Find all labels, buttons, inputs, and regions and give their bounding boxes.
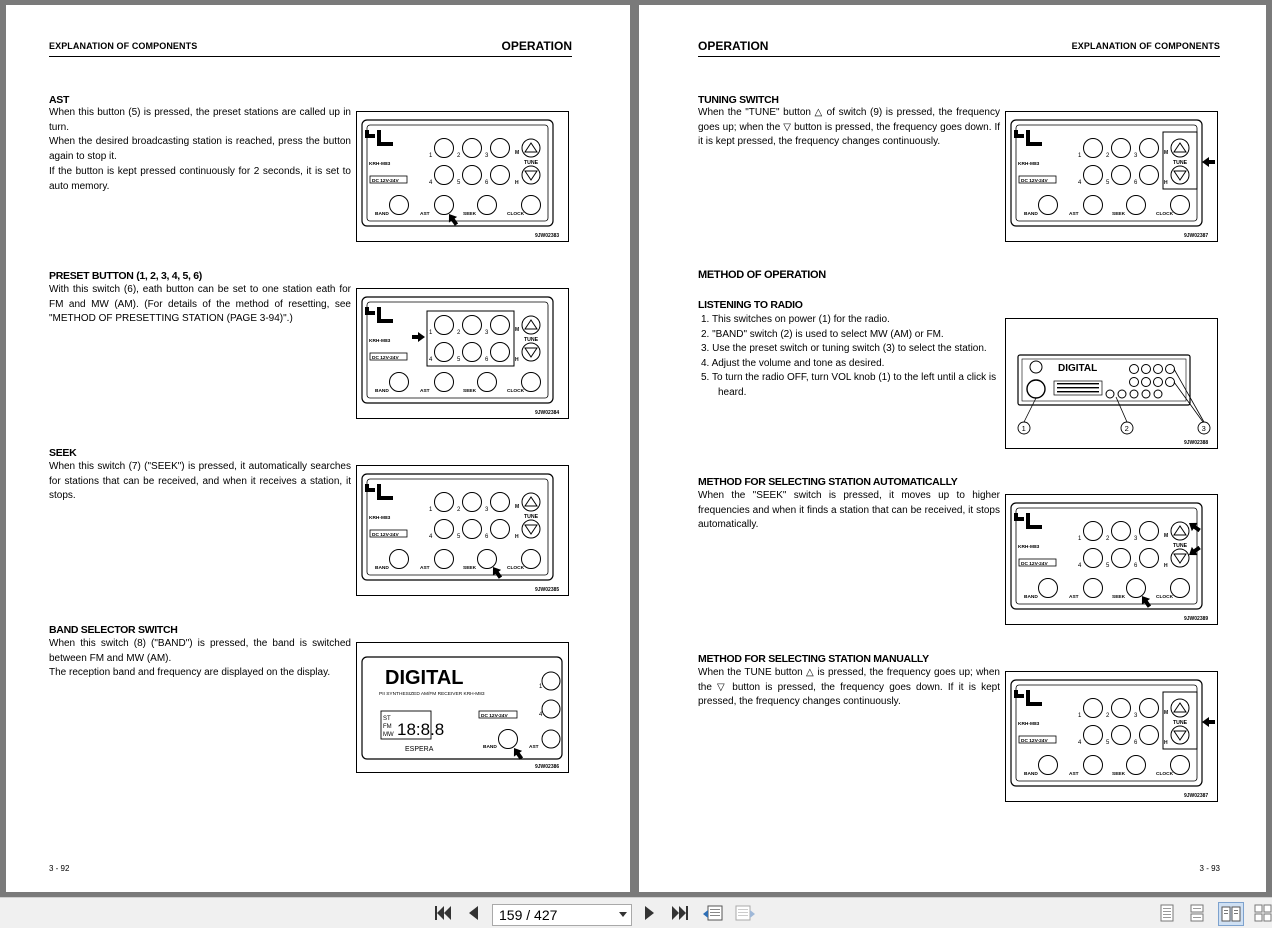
- section-title-ast: AST: [49, 94, 70, 106]
- h-label: H: [1164, 740, 1168, 746]
- running-header-right: EXPLANATION OF COMPONENTS: [1071, 41, 1220, 51]
- front-button: [1130, 390, 1138, 398]
- preset-button-5: [463, 166, 482, 185]
- preset-button-5: [1112, 549, 1131, 568]
- section-body-ast: When this button (5) is pressed, the preset stations are called up in turn. When the desired broadcasting station is reached, press the button again to stop it. If the button is kept pressed continuously for 2 seconds, it is set to auto memory.: [49, 107, 351, 192]
- section-title-preset: PRESET BUTTON (1, 2, 3, 4, 5, 6): [49, 270, 203, 282]
- preset-label-5: 5: [457, 534, 461, 540]
- first-page-icon: [434, 905, 452, 921]
- preset-label-1: 1: [1078, 713, 1082, 719]
- seek-label: SEEK: [1112, 212, 1126, 217]
- brand-logo: DIGITAL: [1058, 363, 1098, 374]
- pdf-page-left: [6, 5, 630, 892]
- preset-button-2: [463, 316, 482, 335]
- m-label: M: [1164, 533, 1169, 539]
- preset-button-5: [463, 343, 482, 362]
- preset-button-1: [435, 139, 454, 158]
- figure-tuning: [1005, 111, 1218, 242]
- preset-button-2: [463, 139, 482, 158]
- preset-button-5: [1112, 726, 1131, 745]
- preset-button-4: [1084, 726, 1103, 745]
- figure-preset: [356, 288, 569, 419]
- facing-continuous-view-button[interactable]: [1254, 904, 1272, 922]
- front-button: [1142, 378, 1151, 387]
- next-page-icon: [644, 905, 656, 921]
- tune-down-button: [522, 343, 540, 361]
- figure-code: 9JW02385: [535, 587, 560, 593]
- ast-label: AST: [529, 745, 539, 750]
- preset-label-1: 1: [429, 507, 433, 513]
- preset-label-3: 3: [485, 330, 489, 336]
- preset-button-4: [1084, 166, 1103, 185]
- radio-logo-icon: [365, 484, 393, 500]
- tune-label: TUNE: [524, 160, 539, 166]
- preset-button-2: [463, 493, 482, 512]
- volume-knob: [1027, 380, 1045, 398]
- band-button: [1039, 756, 1058, 775]
- tune-label: TUNE: [1173, 543, 1188, 549]
- clock-button: [1171, 756, 1190, 775]
- ast-button: [1084, 756, 1103, 775]
- ast-label: AST: [420, 566, 430, 571]
- voltage-label: DC 12V-24V: [1021, 739, 1048, 744]
- preset-button-5: [463, 520, 482, 539]
- figure-code: 9JW02386: [535, 764, 560, 770]
- preset-button-6: [491, 166, 510, 185]
- band-label: BAND: [375, 212, 389, 217]
- preset-label-1: 1: [429, 153, 433, 159]
- brand-logo: DIGITAL: [385, 667, 464, 689]
- seek-label: SEEK: [1112, 772, 1126, 777]
- seek-button: [1127, 579, 1146, 598]
- preset-label-3: 3: [1134, 536, 1138, 542]
- tune-label: TUNE: [1173, 160, 1188, 166]
- callout-number-2: 2: [1124, 424, 1129, 433]
- section-title-band: BAND SELECTOR SWITCH: [49, 624, 178, 636]
- ast-button: [1084, 196, 1103, 215]
- running-header-left: EXPLANATION OF COMPONENTS: [49, 41, 198, 51]
- clock-label: CLOCK: [1156, 772, 1174, 777]
- figure-seek: [356, 465, 569, 596]
- preset-button-4: [435, 166, 454, 185]
- preset-label-4: 4: [429, 180, 433, 186]
- front-button: [1118, 390, 1126, 398]
- preset-label-4: 4: [1078, 180, 1082, 186]
- preset-label-4: 4: [429, 534, 433, 540]
- figure-listening: [1005, 318, 1218, 449]
- clock-label: CLOCK: [507, 566, 525, 571]
- figure-manual: [1005, 671, 1218, 802]
- ast-label: AST: [420, 389, 430, 394]
- preset-label-4: 4: [1078, 740, 1082, 746]
- tune-down-button: [522, 520, 540, 538]
- section-body-preset: With this switch (6), eath button can be set to one station eath for FM and MW (AM). (For details of the method of resetting, see "METHOD OF PRESETTING STATION (PAGE 3-94)".): [49, 284, 351, 325]
- preset-label-2: 2: [457, 330, 461, 336]
- clock-button: [1171, 196, 1190, 215]
- preset-button-5: [1112, 166, 1131, 185]
- tune-down-button: [1171, 549, 1189, 567]
- section-body-tuning: When the "TUNE" button △ of switch (9) is pressed, the frequency goes up; when the ▽ button is pressed, the frequency goes down. If it is kept pressed, the frequency changes continuously.: [698, 107, 1000, 148]
- h-label: H: [515, 357, 519, 363]
- figure-code: 9JW02387: [1184, 233, 1209, 239]
- last-page-button[interactable]: [670, 904, 690, 922]
- radio-logo-icon: [1014, 513, 1042, 529]
- lcd-frequency: 18:8.8: [397, 720, 445, 739]
- radio-logo-icon: [365, 307, 393, 323]
- facing-view-button[interactable]: [1218, 902, 1244, 926]
- figure-ast: [356, 111, 569, 242]
- tune-down-button: [1171, 726, 1189, 744]
- callout-number-1: 1: [1021, 424, 1026, 433]
- clock-label: CLOCK: [1156, 212, 1174, 217]
- front-button: [1154, 390, 1162, 398]
- band-button: [390, 373, 409, 392]
- preset-label-6: 6: [1134, 740, 1138, 746]
- front-button: [1130, 365, 1139, 374]
- preset-label-5: 5: [457, 357, 461, 363]
- tune-label: TUNE: [1173, 720, 1188, 726]
- seek-button: [1127, 196, 1146, 215]
- page-number-left: 3 - 92: [49, 864, 70, 873]
- preset-label-5: 5: [1106, 180, 1110, 186]
- ast-button: [1084, 579, 1103, 598]
- figure-code: 9JW02387: [1184, 793, 1209, 799]
- preset-label-1: 1: [429, 330, 433, 336]
- tune-down-button: [1171, 166, 1189, 184]
- chevron-down-icon[interactable]: [618, 909, 628, 919]
- preset-button-1: [435, 316, 454, 335]
- preset-label-2: 2: [457, 153, 461, 159]
- page-number-input[interactable]: 159 / 427: [492, 904, 632, 926]
- section-title-listening: LISTENING TO RADIO: [698, 299, 803, 311]
- ast-label: AST: [1069, 772, 1079, 777]
- radio-logo-icon: [1014, 690, 1042, 706]
- first-page-button[interactable]: [433, 904, 453, 922]
- voltage-label: DC 12V-24V: [1021, 562, 1048, 567]
- figure-band: [356, 642, 569, 773]
- preset-button-4: [435, 520, 454, 539]
- tune-up-button: [1171, 139, 1189, 157]
- method-of-operation-title: METHOD OF OPERATION: [698, 269, 826, 281]
- tune-up-button: [522, 139, 540, 157]
- seek-button: [478, 373, 497, 392]
- preset-button-3: [491, 139, 510, 158]
- running-header-right: OPERATION: [501, 39, 572, 53]
- lcd-line: [1057, 391, 1099, 392]
- figure-code: 9JW02389: [1184, 616, 1209, 622]
- preset-label-1: 1: [1078, 153, 1082, 159]
- tune-down-button: [522, 166, 540, 184]
- band-label: BAND: [375, 389, 389, 394]
- m-label: M: [515, 150, 520, 156]
- previous-page-button[interactable]: [465, 904, 481, 922]
- preset-button-6: [1140, 166, 1159, 185]
- tune-up-button: [1171, 699, 1189, 717]
- front-button: [1142, 390, 1150, 398]
- ast-button: [435, 196, 454, 215]
- preset-label-3: 3: [1134, 153, 1138, 159]
- seek-label: SEEK: [463, 566, 477, 571]
- seek-label: SEEK: [463, 389, 477, 394]
- preset-label-6: 6: [1134, 563, 1138, 569]
- previous-page-icon: [467, 905, 479, 921]
- preset-button-2: [1112, 699, 1131, 718]
- section-title-manual: METHOD FOR SELECTING STATION MANUALLY: [698, 653, 929, 665]
- next-page-button[interactable]: [642, 904, 658, 922]
- last-page-icon: [671, 905, 689, 921]
- ast-label: AST: [420, 212, 430, 217]
- front-button: [1142, 365, 1151, 374]
- st-indicator: ST: [383, 716, 391, 722]
- clock-label: CLOCK: [507, 212, 525, 217]
- h-label: H: [1164, 180, 1168, 186]
- h-label: H: [515, 180, 519, 186]
- band-label: BAND: [1024, 212, 1038, 217]
- preset-button-2: [1112, 139, 1131, 158]
- h-label: H: [1164, 563, 1168, 569]
- section-body-seek: When this switch (7) ("SEEK") is pressed, it automatically searches for stations that can be received, and when it receives a station, it stops.: [49, 461, 351, 502]
- listening-steps: [701, 313, 1003, 401]
- radio-logo-icon: [365, 130, 393, 146]
- lcd-line: [1057, 383, 1099, 384]
- radio-logo-icon: [1014, 130, 1042, 146]
- facing-pages-icon: [1221, 906, 1241, 922]
- preset-button-6: [1140, 726, 1159, 745]
- preset-label-3: 3: [485, 153, 489, 159]
- preset-button-6: [1140, 549, 1159, 568]
- band-button: [390, 196, 409, 215]
- preset-button-1: [542, 672, 560, 690]
- clock-label: CLOCK: [507, 389, 525, 394]
- radio-model-label: KRH-M83: [1018, 722, 1040, 727]
- list-item: 4. Adjust the volume and tone as desired.: [701, 357, 885, 369]
- preset-label-3: 3: [485, 507, 489, 513]
- clock-label: CLOCK: [1156, 595, 1174, 600]
- front-button: [1106, 390, 1114, 398]
- single-page-icon: [1160, 904, 1174, 922]
- fm-indicator: FM: [383, 724, 392, 730]
- go-forward-button[interactable]: [734, 904, 756, 922]
- clock-button: [522, 196, 541, 215]
- preset-button-1: [435, 493, 454, 512]
- band-button: [499, 730, 518, 749]
- preset-button-1: [1084, 699, 1103, 718]
- preset-label-2: 2: [1106, 153, 1110, 159]
- band-label: BAND: [1024, 772, 1038, 777]
- preset-button-3: [491, 316, 510, 335]
- ast-button: [435, 373, 454, 392]
- band-label: BAND: [375, 566, 389, 571]
- header-rule: [49, 56, 572, 57]
- ast-button: [542, 730, 560, 748]
- section-title-auto: METHOD FOR SELECTING STATION AUTOMATICALLY: [698, 476, 958, 488]
- pdf-page-right: [639, 5, 1266, 892]
- go-forward-view-icon: [734, 904, 756, 922]
- preset-button-2: [1112, 522, 1131, 541]
- preset-label-1: 1: [1078, 536, 1082, 542]
- preset-label-2: 2: [1106, 536, 1110, 542]
- tune-up-button: [522, 493, 540, 511]
- front-button: [1166, 365, 1175, 374]
- band-button: [1039, 579, 1058, 598]
- tune-label: TUNE: [524, 337, 539, 343]
- clock-button: [522, 550, 541, 569]
- seek-label: SEEK: [1112, 595, 1126, 600]
- front-button: [1166, 378, 1175, 387]
- band-button: [390, 550, 409, 569]
- preset-label-4: 4: [1078, 563, 1082, 569]
- preset-button-4: [435, 343, 454, 362]
- clock-button: [522, 373, 541, 392]
- figure-code: 9JW02388: [1184, 440, 1209, 446]
- preset-label-2: 2: [1106, 713, 1110, 719]
- figure-code: 9JW02383: [535, 233, 560, 239]
- tune-up-button: [1171, 522, 1189, 540]
- radio-model-label: KRH-M83: [369, 516, 391, 521]
- h-label: H: [515, 534, 519, 540]
- running-header-left: OPERATION: [698, 39, 769, 53]
- lcd-line: [1057, 387, 1099, 388]
- front-button: [1154, 365, 1163, 374]
- ast-button: [435, 550, 454, 569]
- preset-label-4: 4: [429, 357, 433, 363]
- radio-model-label: KRH-M83: [369, 339, 391, 344]
- section-body-band: When this switch (8) ("BAND") is pressed, the band is switched between FM and MW (AM). The reception band and frequency are displayed on the display.: [49, 638, 351, 679]
- single-page-view-button[interactable]: [1158, 904, 1176, 922]
- continuous-page-icon: [1190, 904, 1204, 922]
- preset-button-4: [1084, 549, 1103, 568]
- pointer-arrow-icon: [1202, 157, 1215, 167]
- pointer-arrow-icon: [412, 332, 425, 342]
- page-number-right: 3 - 93: [1199, 864, 1220, 873]
- preset-label-6: 6: [485, 180, 489, 186]
- band-label: BAND: [483, 745, 497, 750]
- preset-label-5: 5: [1106, 563, 1110, 569]
- preset-button-6: [491, 520, 510, 539]
- preset-label-4: 4: [539, 712, 543, 718]
- preset-button-3: [1140, 699, 1159, 718]
- preset-label-6: 6: [485, 357, 489, 363]
- figure-code: 9JW02384: [535, 410, 560, 416]
- band-label: BAND: [1024, 595, 1038, 600]
- front-button: [1130, 378, 1139, 387]
- preset-button-3: [1140, 139, 1159, 158]
- mw-indicator: MW: [383, 732, 394, 738]
- preset-button-3: [1140, 522, 1159, 541]
- voltage-label: DC 12V-24V: [1021, 179, 1048, 184]
- section-title-seek: SEEK: [49, 447, 77, 459]
- list-item: 1. This switches on power (1) for the radio.: [701, 314, 890, 325]
- section-body-manual: When the TUNE button △ is pressed, the frequency goes up; when the ▽ button is pressed, the frequency goes down. If it is kept pressed, the frequency changes continuously.: [698, 667, 1000, 708]
- preset-button-1: [1084, 522, 1103, 541]
- list-item: 2. "BAND" switch (2) is used to select MW (AM) or FM.: [701, 328, 944, 340]
- radio-model-label: KRH-M83: [1018, 545, 1040, 550]
- tune-up-button: [522, 316, 540, 334]
- go-back-view-icon: [702, 904, 724, 922]
- preset-label-5: 5: [1106, 740, 1110, 746]
- m-label: M: [515, 504, 520, 510]
- voltage-label: DC 12V-24V: [372, 179, 399, 184]
- seek-button: [1127, 756, 1146, 775]
- voltage-label: DC 12V-24V: [372, 356, 399, 361]
- go-back-button[interactable]: [702, 904, 724, 922]
- callout-number-3: 3: [1201, 424, 1206, 433]
- viewer-toolbar: [0, 897, 1272, 928]
- list-item: 5. To turn the radio OFF, turn VOL knob (1) to the left until a click is heard.: [701, 372, 997, 398]
- facing-continuous-icon: [1254, 904, 1272, 922]
- preset-label-3: 3: [1134, 713, 1138, 719]
- list-item: 3. Use the preset switch or tuning switch (3) to select the station.: [701, 343, 987, 355]
- preset-label-1: 1: [539, 684, 543, 690]
- tone-knob: [1030, 361, 1042, 373]
- preset-label-6: 6: [1134, 180, 1138, 186]
- maker-logo: ESPERA: [405, 746, 434, 753]
- preset-button-6: [491, 343, 510, 362]
- voltage-label: DC 12V-24V: [372, 533, 399, 538]
- figure-auto: [1005, 494, 1218, 625]
- preset-button-3: [491, 493, 510, 512]
- m-label: M: [515, 327, 520, 333]
- preset-label-2: 2: [457, 507, 461, 513]
- seek-label: SEEK: [463, 212, 477, 217]
- voltage-label: DC 12V-24V: [481, 714, 508, 719]
- header-rule: [698, 56, 1220, 57]
- pointer-arrow-icon: [1202, 717, 1215, 727]
- radio-front-panel: [1018, 355, 1190, 405]
- tune-label: TUNE: [524, 514, 539, 520]
- receiver-label: PII SYNTHESIZED AM/FM RECEIVER KRH-M83: [379, 692, 485, 697]
- radio-model-label: KRH-M83: [369, 162, 391, 167]
- section-body-auto: When the "SEEK" switch is pressed, it moves up to higher frequencies and when it finds a station that can be received, it stops automatically.: [698, 490, 1000, 531]
- preset-button-1: [1084, 139, 1103, 158]
- section-title-tuning: TUNING SWITCH: [698, 94, 779, 106]
- clock-button: [1171, 579, 1190, 598]
- ast-label: AST: [1069, 212, 1079, 217]
- band-button: [1039, 196, 1058, 215]
- continuous-view-button[interactable]: [1188, 904, 1206, 922]
- m-label: M: [1164, 150, 1169, 156]
- preset-button-4: [542, 700, 560, 718]
- seek-button: [478, 196, 497, 215]
- m-label: M: [1164, 710, 1169, 716]
- radio-model-label: KRH-M83: [1018, 162, 1040, 167]
- seek-button: [478, 550, 497, 569]
- ast-label: AST: [1069, 595, 1079, 600]
- front-button: [1154, 378, 1163, 387]
- preset-label-6: 6: [485, 534, 489, 540]
- preset-label-5: 5: [457, 180, 461, 186]
